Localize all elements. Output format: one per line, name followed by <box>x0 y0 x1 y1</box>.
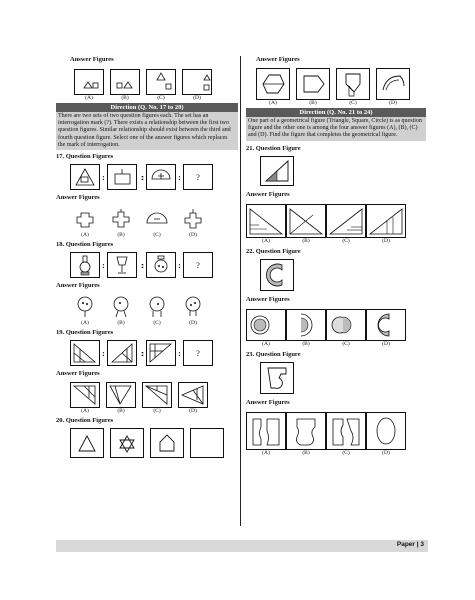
q22-answer-label: Answer Figures <box>246 295 290 303</box>
question-23-label: 23. Question Figure <box>246 350 301 358</box>
q22-answer-a[interactable] <box>246 309 286 341</box>
q21-option-a: (A) <box>262 237 270 244</box>
q17-option-c: (C) <box>153 232 161 239</box>
answer-figure-b[interactable] <box>110 69 140 95</box>
q17-figure-2 <box>107 164 137 190</box>
q21-answer-a[interactable] <box>246 204 286 238</box>
q17-answer-figures <box>70 206 238 232</box>
question-22-figure-wrap <box>260 259 426 291</box>
q18-answer-figures <box>70 294 238 320</box>
right-option-c: (C) <box>349 100 357 106</box>
q21-answer-label: Answer Figures <box>246 190 290 198</box>
page-number: Paper | 3 <box>396 541 424 548</box>
question-19-label: 19. Question Figures <box>56 329 114 337</box>
question-18-figures: : :: : ? <box>70 252 238 278</box>
q18-answer-c[interactable] <box>142 294 172 320</box>
q18-answer-label: Answer Figures <box>56 282 100 290</box>
q23-answer-a[interactable] <box>246 412 286 450</box>
q17-figure-4: ? <box>183 164 213 190</box>
q23-answer-figures <box>246 412 426 450</box>
q20-figure-1 <box>70 428 104 458</box>
q17-figure-3 <box>146 164 176 190</box>
q17-answer-d[interactable] <box>178 206 208 232</box>
question-20-label: 20. Question Figures <box>56 417 114 425</box>
q19-option-b: (B) <box>117 408 125 415</box>
question-21-figure-wrap <box>260 156 426 186</box>
direction-title-right: Direction (Q. No. 21 to 24) <box>246 108 426 117</box>
q19-answer-label: Answer Figures <box>56 370 100 378</box>
q22-figure <box>260 259 294 291</box>
q22-answer-b[interactable] <box>286 309 326 341</box>
answer-options-row <box>74 95 238 101</box>
q19-option-d: (D) <box>189 408 197 415</box>
page-footer <box>56 540 428 552</box>
q21-option-d: (D) <box>382 237 390 244</box>
q23-options <box>246 450 426 456</box>
q19-figure-1 <box>70 340 100 366</box>
q17-option-d: (D) <box>189 232 197 239</box>
q23-answer-d[interactable] <box>366 412 406 450</box>
q19-option-a: (A) <box>81 408 89 415</box>
q23-option-a: (A) <box>262 449 270 456</box>
q20-figure-3 <box>150 428 184 458</box>
q18-option-c: (C) <box>153 320 161 327</box>
q22-answer-c[interactable] <box>326 309 366 341</box>
q18-answer-a[interactable] <box>70 294 100 320</box>
q22-answer-d[interactable] <box>366 309 406 341</box>
question-17-label: 17. Question Figures <box>56 153 114 161</box>
q23-answer-b[interactable] <box>286 412 326 450</box>
answer-figure-a[interactable] <box>74 69 104 95</box>
question-18-label: 18. Question Figures <box>56 241 114 249</box>
option-a: (A) <box>85 95 93 101</box>
q21-option-b: (B) <box>302 237 310 244</box>
q17-figure-1 <box>70 164 100 190</box>
right-option-b: (B) <box>309 100 317 106</box>
direction-title: Direction (Q. No. 17 to 20) <box>56 103 238 112</box>
q19-figure-2 <box>107 340 137 366</box>
direction-block-21-24 <box>246 108 426 141</box>
option-d: (D) <box>193 95 201 101</box>
question-17-figures: : :: : ? <box>70 164 238 190</box>
q18-figure-3 <box>146 252 176 278</box>
q19-figure-3 <box>146 340 176 366</box>
q19-options <box>70 408 238 414</box>
q18-figure-2 <box>107 252 137 278</box>
q18-option-d: (D) <box>189 320 197 327</box>
q18-answer-b[interactable] <box>106 294 136 320</box>
q23-answer-c[interactable] <box>326 412 366 450</box>
q17-answer-c[interactable] <box>142 206 172 232</box>
answer-figures-row <box>74 69 238 95</box>
q20-figure-2 <box>110 428 144 458</box>
q20-figure-4 <box>190 428 224 458</box>
q19-answer-b[interactable] <box>106 382 136 408</box>
right-answer-c[interactable] <box>336 68 370 100</box>
right-column <box>246 56 426 456</box>
right-option-a: (A) <box>269 100 277 106</box>
q19-answer-c[interactable] <box>142 382 172 408</box>
q17-answer-label: Answer Figures <box>56 194 100 202</box>
question-21-label: 21. Question Figure <box>246 144 301 152</box>
q22-option-d: (D) <box>382 340 390 347</box>
q18-answer-d[interactable] <box>178 294 208 320</box>
q23-figure <box>260 362 294 394</box>
option-c: (C) <box>157 95 165 101</box>
direction-block-17-20 <box>56 103 238 150</box>
answer-figure-c[interactable] <box>146 69 176 95</box>
column-divider <box>240 56 241 526</box>
q17-answer-a[interactable] <box>70 206 100 232</box>
q23-option-c: (C) <box>342 449 350 456</box>
q17-option-b: (B) <box>117 232 125 239</box>
right-answer-b[interactable] <box>296 68 330 100</box>
right-option-d: (D) <box>389 100 397 106</box>
q17-option-a: (A) <box>81 232 89 239</box>
q22-options <box>246 341 426 347</box>
answer-figure-d[interactable] <box>182 69 212 95</box>
q19-answer-d[interactable] <box>178 382 208 408</box>
q19-answer-a[interactable] <box>70 382 100 408</box>
q17-answer-b[interactable] <box>106 206 136 232</box>
answer-figures-label: Answer Figures <box>70 56 114 63</box>
q23-option-b: (B) <box>302 449 310 456</box>
q22-answer-figures <box>246 309 426 341</box>
q19-answer-figures <box>70 382 238 408</box>
q22-option-b: (B) <box>302 340 310 347</box>
q19-option-c: (C) <box>153 408 161 415</box>
question-19-figures: : :: : ? <box>70 340 238 366</box>
q18-figure-1 <box>70 252 100 278</box>
answer-options-row-right <box>256 100 426 106</box>
direction-text-right: One part of a geometrical figure (Triangle, Square, Circle) is as question figure and the other one is among the four answer figures (A), (B), (C) and (D). Find the figure that completes the geometrical figure. <box>246 117 426 141</box>
q17-options <box>70 232 238 238</box>
q19-figure-4: ? <box>183 340 213 366</box>
q18-options <box>70 320 238 326</box>
question-22-label: 22. Question Figure <box>246 247 301 255</box>
q21-answer-b[interactable] <box>286 204 326 238</box>
direction-text: There are two sets of two question figures each. The set has an interrogation mark (?). There exists a relationship between the first two question figures. Similar relationship should exist between the third and fourth question figure. Select one of the answer figures which replaces the mark of interrogation. <box>56 112 238 150</box>
q23-answer-label: Answer Figures <box>246 398 290 406</box>
q18-option-b: (B) <box>117 320 125 327</box>
q22-option-a: (A) <box>262 340 270 347</box>
question-23-figure-wrap <box>260 362 426 394</box>
q21-answer-c[interactable] <box>326 204 366 238</box>
answer-figures-label-right: Answer Figures <box>256 56 300 63</box>
q21-answer-figures <box>246 204 426 238</box>
q21-options <box>246 238 426 244</box>
left-column <box>56 56 238 458</box>
q21-option-c: (C) <box>342 237 350 244</box>
answer-figures-row-right <box>256 68 426 100</box>
q23-option-d: (D) <box>382 449 390 456</box>
q21-figure <box>260 156 294 186</box>
right-answer-d[interactable] <box>376 68 410 100</box>
q22-option-c: (C) <box>342 340 350 347</box>
q18-figure-4: ? <box>183 252 213 278</box>
question-20-figures <box>70 428 238 458</box>
q21-answer-d[interactable] <box>366 204 406 238</box>
q18-option-a: (A) <box>81 320 89 327</box>
right-answer-a[interactable] <box>256 68 290 100</box>
option-b: (B) <box>121 95 129 101</box>
